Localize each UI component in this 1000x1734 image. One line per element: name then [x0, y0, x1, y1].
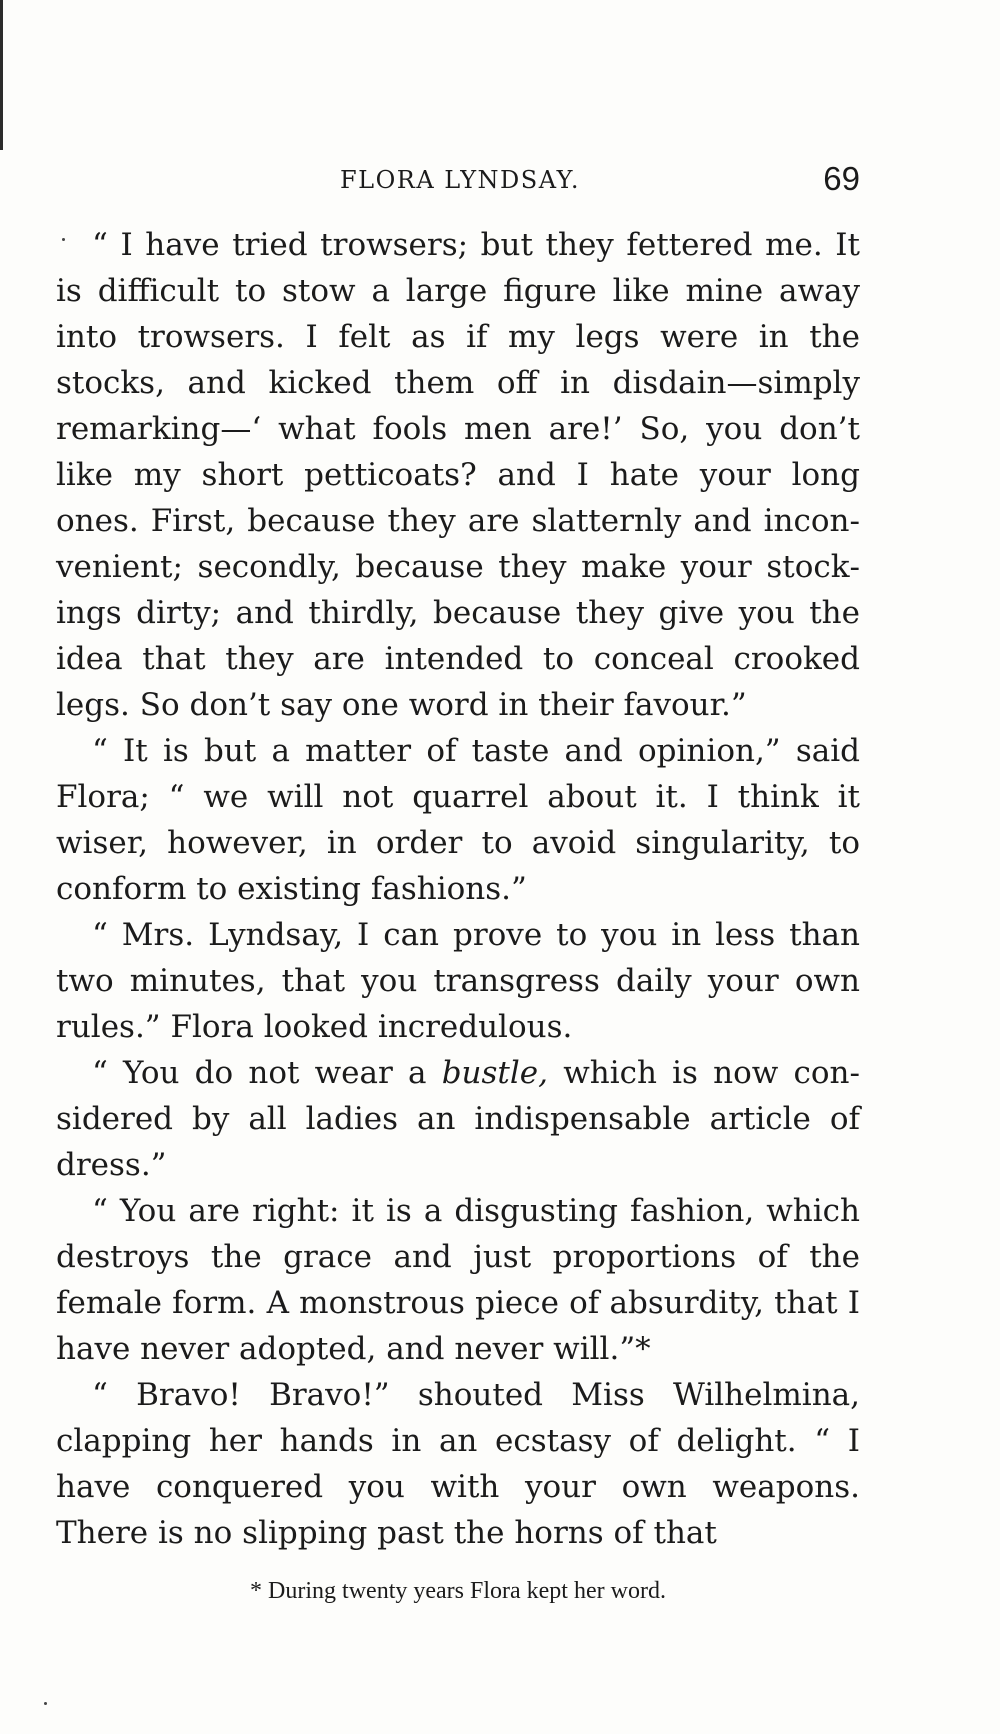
- page-edge-rule: [0, 0, 3, 150]
- paragraph-prove-rules: “ Mrs. Lyndsay, I can prove to you in less than two minutes, that you transgress daily your own rules.” Flora looked incredulous.: [56, 917, 860, 1045]
- bustle-text-after: which is now considered by all ladies an indispensable article of dress.”: [56, 1055, 860, 1183]
- running-title: FLORA LYNDSAY.: [340, 166, 580, 194]
- print-speck: [62, 238, 65, 241]
- body-text: [56, 222, 860, 1556]
- paragraph-bustle: [56, 1050, 860, 1188]
- bustle-text-before: “ You do not wear a: [92, 1055, 442, 1091]
- page-number: 69: [823, 160, 860, 197]
- paragraph-trowsers: “ I have tried trowsers; but they fettered me. It is difficult to stow a large figure like mine away into trowsers. I felt as if my legs were in the stocks, and kicked them off in disdain—simply remarking—‘ what fools men are!’ So, you don’t like my short petticoats? and I hate your long ones. First, because they are slatternly and inconvenient; secondly, because they make your stockings dirty; and thirdly, because they give you the idea that they are intended to conceal crooked legs. So don’t say one word in their favour.”: [56, 227, 860, 723]
- bustle-emphasis: bustle,: [441, 1055, 548, 1091]
- print-speck: [44, 1702, 47, 1705]
- paragraph-taste-opinion: “ It is but a matter of taste and opinion,” said Flora; “ we will not quarrel about it. I think it wiser, however, in order to avoid singularity, to conform to existing fashions.”: [56, 733, 860, 907]
- page-header: [56, 160, 860, 212]
- paragraph-disgusting-fashion: “ You are right: it is a disgusting fashion, which destroys the grace and just proportions of the female form. A monstrous piece of absurdity, that I have never adopted, and never will.”*: [56, 1193, 860, 1367]
- footnote: * During twenty years Flora kept her word.: [250, 1578, 666, 1604]
- paragraph-bravo: “ Bravo! Bravo!” shouted Miss Wilhelmina, clapping her hands in an ecstasy of delight. “ I have conquered you with your own weapons. There is no slipping past the horns of that: [56, 1377, 860, 1551]
